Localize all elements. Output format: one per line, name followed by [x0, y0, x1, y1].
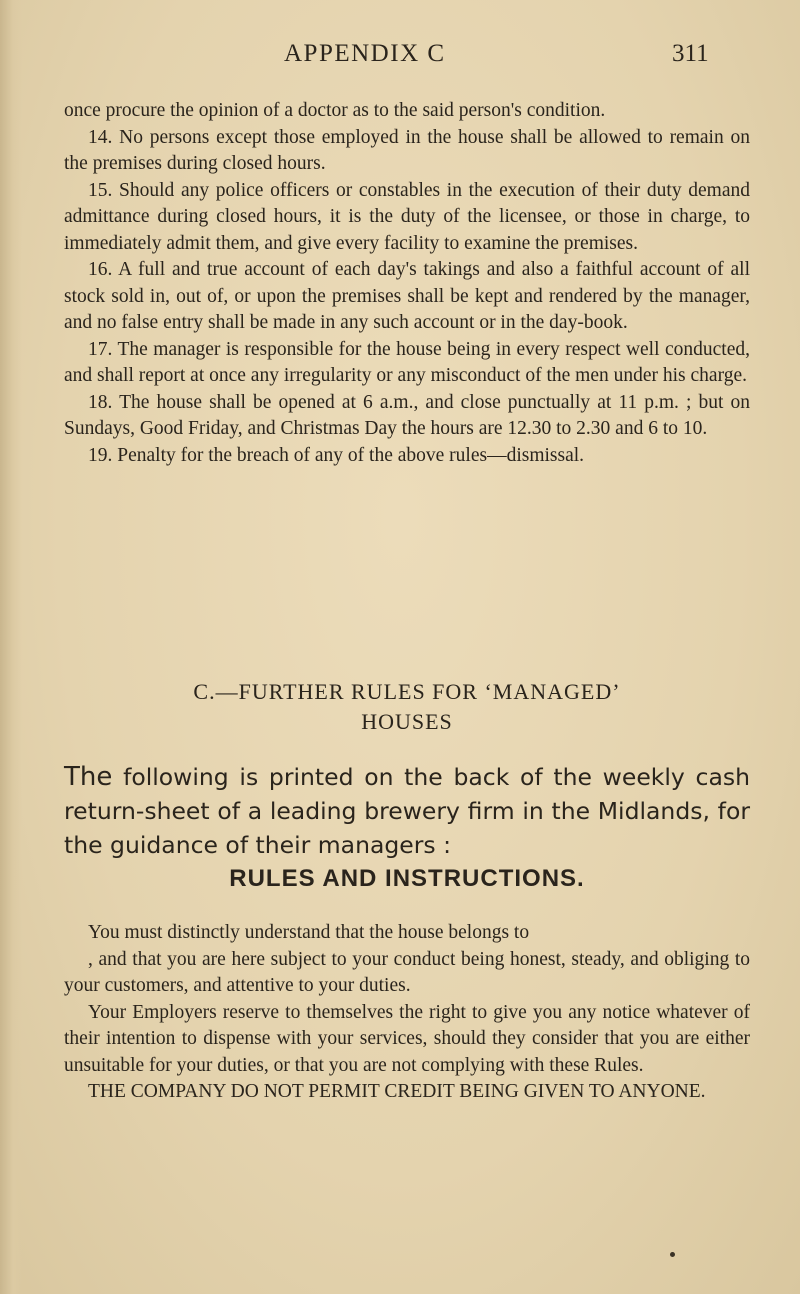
rule-item: 16. A full and true account of each day's takings and also a faithful account of all stock sold in, out of, or upon the premises shall be kept and rendered by the manager, and no false entry shall be made in any such account or in the day-book.: [64, 259, 750, 333]
section-heading: [64, 677, 750, 737]
instruction-paragraph: [64, 947, 750, 1000]
section-heading-line-1: C.—FURTHER RULES FOR ‘MANAGED’: [193, 679, 621, 704]
instructions: [64, 920, 750, 1106]
rule-item: 19. Penalty for the breach of any of the above rules—dismissal.: [88, 444, 585, 466]
instruction-paragraph: THE COMPANY DO NOT PERMIT CREDIT BEING GIVEN TO ANYONE.: [88, 1081, 706, 1102]
rule-item: 17. The manager is responsible for the house being in every respect well conducted, and shall report at once any irregularity or any misconduct of the men under his charge.: [64, 338, 750, 386]
instruction-paragraph: Your Employers reserve to themselves the right to give you any notice whatever of their intention to dispense with your services, should they consider that you are either unsuitable for your duties, or that you are not complying with these Rules.: [64, 1001, 750, 1076]
rule-item: 15. Should any police officers or constables in the execution of their duty demand admittance during closed hours, it is the duty of the licensee, or those in charge, to immediately admit them, and give every facility to examine the premises.: [64, 179, 750, 254]
rule-continuation: once procure the opinion of a doctor as to the said person's condition.: [64, 100, 606, 121]
rule-item: 18. The house shall be opened at 6 a.m., and close punctually at 11 p.m. ; but on Sundays, Good Friday, and Christmas Day the hours are 12.30 to 2.30 and 6 to 10.: [64, 391, 750, 439]
page-number: 311: [672, 40, 709, 67]
rules-list: [64, 98, 750, 469]
intro-text: following is printed on the back of the weekly cash return-sheet of a leading brewery firm in the Midlands, for the guidance of their managers :: [64, 763, 750, 859]
running-head: APPENDIX C: [284, 40, 446, 67]
ink-speck: [670, 1252, 675, 1257]
instruction-text: , and that you are here subject to your conduct being honest, steady, and obliging to your customers, and attentive to your duties.: [64, 948, 750, 996]
rule-item: 14. No persons except those employed in the house shall be allowed to remain on the premises during closed hours.: [64, 126, 750, 174]
page-edge-shadow: [0, 0, 22, 1294]
page-header: [0, 40, 800, 80]
instruction-paragraph: You must distinctly understand that the house belongs to: [88, 922, 530, 943]
section-intro: [64, 760, 750, 862]
section-heading-line-2: HOUSES: [361, 709, 453, 734]
intro-lead-word: The: [64, 762, 113, 792]
rules-and-instructions-heading: RULES AND INSTRUCTIONS.: [229, 865, 585, 892]
